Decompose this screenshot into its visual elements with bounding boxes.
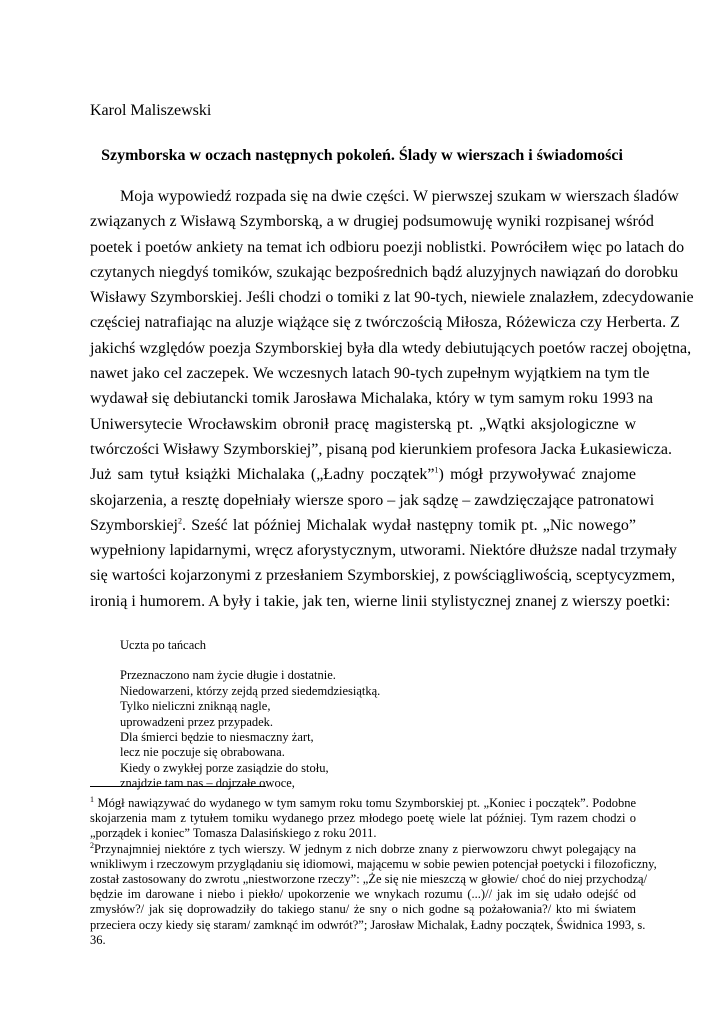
footnote-2-line: wnikliwym i rzeczowym przyglądaniu się idiomowi, mającemu w sobie pewien potencjał poetycki i filozoficzny, <box>90 856 657 871</box>
footnote-2-line: zmysłów?/ jak się doprowadziły do takiego stanu/ że sny o nich godne są pożałowania?/ kto mi światem <box>90 902 636 917</box>
body-line-part: ) mógł przywoływać znajome <box>438 466 636 484</box>
footnote-2-line: 36. <box>90 932 106 947</box>
body-line-part: . Sześć lat później Michalak wydał następny tomik pt. „Nic nowego” <box>182 516 636 534</box>
body-line: twórczości Wisławy Szymborskiej”, pisaną pod kierunkiem profesora Jacka Łukasiewicza. <box>90 440 672 458</box>
poem-lines <box>120 668 380 791</box>
body-paragraph <box>90 184 694 614</box>
footnote-separator <box>90 786 266 787</box>
footnotes <box>90 794 657 948</box>
document-title: Szymborska w oczach następnych pokoleń. Ślady w wierszach i świadomości <box>101 147 623 164</box>
poem-line: znajdzie tam nas – dojrzałe owoce, <box>120 776 295 791</box>
poem-line: Niedowarzeni, którzy zejdą przed siedemdziesiątką. <box>120 683 381 698</box>
body-line: poetek i poetów ankiety na temat ich odbioru poezji noblistki. Powróciłem więc po latach do <box>90 238 685 256</box>
poem-quote <box>120 638 380 792</box>
body-line: się wartości kojarzonymi z przesłaniem Szymborskiej, z powściągliwością, sceptycyzmem, <box>90 567 676 585</box>
footnote-2-line: będzie im darowane i niebo i piekło/ upokorzenie we wnykach rozumu (...)// jak im się udało odejść od <box>90 887 636 902</box>
body-line: Wisławy Szymborskiej. Jeśli chodzi o tomiki z lat 90-tych, niewiele znalazłem, zdecydowanie <box>90 289 694 307</box>
body-line: Uniwersytecie Wrocławskim obronił pracę magisterską pt. „Wątki aksjologiczne w <box>90 415 636 433</box>
body-line: związanych z Wisławą Szymborską, a w drugiej podsumowuję wyniki rozpisanej wśród <box>90 213 654 231</box>
footnote-1-line: „porządek i koniec” Tomasza Dalasińskiego z roku 2011. <box>90 826 377 841</box>
poem-line: Przeznaczono nam życie długie i dostatnie. <box>120 668 336 683</box>
body-line: częściej natrafiając na aluzje wiążące się z twórczością Miłosza, Różewicza czy Herberta. Z <box>90 314 680 332</box>
body-line-with-footnote-2 <box>90 513 636 538</box>
body-line: wypełniony lapidarnymi, wręcz aforystycznym, utworami. Niektóre dłuższe nadal trzymały <box>90 542 677 560</box>
body-line: skojarzenia, a resztę dopełniały wiersze sporo – jak sądzę – zawdzięczające patronatowi <box>90 491 655 509</box>
poem-title: Uczta po tańcach <box>120 638 207 652</box>
footnote-mark-2[interactable]: 2 <box>178 516 182 526</box>
body-line-part: Szymborskiej <box>90 516 178 534</box>
footnote-1-line: skojarzenia mam z tytułem tomiku wydanego przez młodego poetę wiele lat później. Tym razem chodzi o <box>90 811 636 826</box>
footnote-2-mark: 2 <box>90 840 94 850</box>
footnote-2-line: został zastosowany do zwrotu „niestworzone rzeczy”: „Że się nie mieszczą w głowie/ choć do niej przychodzą/ <box>90 871 648 886</box>
body-line: wydawał się debiutancki tomik Jarosława Michalaka, który w tym samym roku 1993 na <box>90 390 653 408</box>
body-line: jakichś względów poezja Szymborskiej była dla wtedy debiutujących poetów raczej obojętna, <box>90 339 692 357</box>
footnote-1-line: $^1$ Mógł nawiązywać do wydanego w tym samym roku tomu Szymborskiej pt. „Koniec i początek”. Podobne <box>90 794 637 810</box>
poem-line: Dla śmierci będzie to niesmaczny żart, <box>120 730 314 745</box>
footnote-mark-1[interactable]: 1 <box>434 465 439 475</box>
body-line-with-footnote-1 <box>90 462 636 487</box>
body-line: Moja wypowiedź rozpada się na dwie części. W pierwszej szukam w wierszach śladów <box>120 188 679 205</box>
poem-line: lecz nie poczuje się obrabowana. <box>120 745 285 760</box>
body-line: nawet jako cel zaczepek. We wczesnych latach 90-tych zupełnym wyjątkiem na tym tle <box>90 365 650 383</box>
poem-line: Tylko nieliczni zniknąą nagle, <box>120 699 271 714</box>
body-line: czytanych niegdyś tomików, szukając bezpośrednich bądź aluzyjnych nawiązań do dorobku <box>90 263 679 281</box>
footnote-2-line: przeciera oczy kiedy się staram/ zamknąć im odwrót?”; Jarosław Michalak, Ładny początek, Świdnica 1993, s. <box>90 917 646 932</box>
poem-line: uprowadzeni przez przypadek. <box>120 714 274 729</box>
footnote-1-mark: 1 <box>90 794 94 804</box>
body-line-part: Już sam tytuł książki Michalaka („Ładny początek” <box>90 466 435 484</box>
poem-line: Kiedy o zwykłej porze zasiądzie do stołu, <box>120 760 329 775</box>
body-line: ironią i humorem. A były i takie, jak ten, wierne linii stylistycznej znanej z wierszy poetki: <box>90 592 671 610</box>
footnote-2-line: $^2$Przynajmniej niektóre z tych wierszy. W jednym z nich dobrze znany z pierwowzoru chwyt polegający na <box>90 840 636 856</box>
author-name: Karol Maliszewski <box>90 102 212 119</box>
